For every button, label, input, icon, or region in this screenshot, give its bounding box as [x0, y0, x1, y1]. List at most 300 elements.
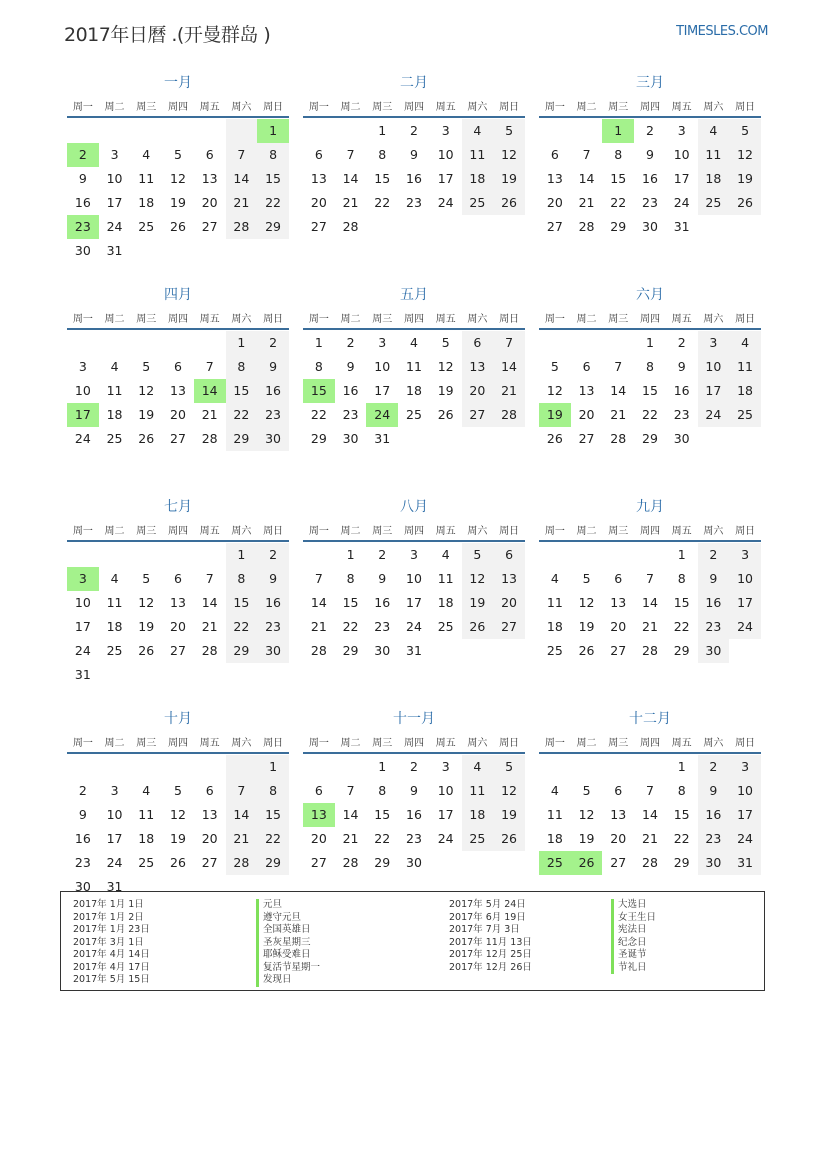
empty-cell: [303, 755, 335, 779]
legend-entry: 元旦: [256, 899, 320, 912]
day-cell: 12: [493, 143, 525, 167]
weekday-header: [67, 94, 289, 118]
day-cell: 1: [314, 335, 323, 350]
day-cell: 12: [437, 359, 454, 374]
day-cell: 21: [493, 379, 525, 403]
empty-cell: [67, 543, 99, 567]
day-cell: 2: [78, 783, 87, 798]
day-cell: 3: [110, 147, 119, 162]
month-block: [539, 284, 761, 484]
day-cell: 27: [170, 643, 186, 658]
day-cell: 7: [205, 571, 214, 586]
day-cell: 11: [138, 807, 155, 822]
day-cell: 31: [106, 879, 123, 894]
day-cell: 22: [673, 619, 690, 634]
day-cell: 5: [173, 783, 182, 798]
day-cell: 19: [462, 591, 494, 615]
legend-entry: 2017年 4月 17日: [73, 961, 150, 973]
day-cell: 3: [78, 359, 87, 374]
day-cell: 8: [314, 359, 323, 374]
day-cell: 30: [257, 427, 289, 451]
empty-cell: [194, 755, 226, 779]
day-cell: 28: [310, 643, 327, 658]
day-cell: 16: [698, 591, 730, 615]
day-cell: 25: [546, 643, 563, 658]
day-cell: 20: [201, 195, 218, 210]
month-block: [303, 496, 525, 696]
day-cell: 18: [546, 831, 563, 846]
day-cell: 18: [138, 831, 155, 846]
day-cell: 7: [226, 779, 258, 803]
weekday-header: [303, 94, 525, 118]
day-cell: 19: [729, 167, 761, 191]
month-block: [67, 496, 289, 696]
weekday-label: 周五: [199, 525, 220, 537]
empty-cell: [162, 663, 194, 687]
day-cell: 20: [610, 619, 627, 634]
empty-cell: [462, 427, 494, 451]
day-cell: 11: [106, 383, 123, 398]
weekday-label: 周六: [703, 101, 724, 113]
day-cell: 17: [729, 803, 761, 827]
day-cell: 3: [729, 755, 761, 779]
weekday-label: 周一: [308, 101, 329, 113]
day-cell: 8: [677, 571, 686, 586]
day-cell: 9: [645, 147, 654, 162]
month-name: 二月: [400, 75, 428, 91]
day-cell: 13: [201, 807, 218, 822]
day-cell: 16: [74, 831, 91, 846]
weekday-header: [539, 94, 761, 118]
day-cell: 17: [437, 171, 454, 186]
day-cell: 15: [374, 171, 391, 186]
day-cell: 13: [170, 383, 186, 398]
weekday-label: 周二: [576, 737, 597, 749]
day-cell: 8: [378, 783, 387, 798]
day-cell: 4: [550, 783, 559, 798]
day-cell: 1: [257, 119, 289, 143]
day-cell: 22: [226, 403, 258, 427]
day-cell: 5: [582, 571, 591, 586]
empty-cell: [194, 663, 226, 687]
empty-cell: [99, 331, 131, 355]
day-cell: 17: [106, 195, 123, 210]
weekday-label: 周三: [136, 101, 157, 113]
weekday-label: 周三: [372, 101, 393, 113]
empty-cell: [539, 119, 571, 143]
empty-cell: [602, 543, 634, 567]
day-cell: 30: [374, 643, 391, 658]
day-cell: 10: [437, 147, 454, 162]
day-cell: 17: [374, 383, 391, 398]
weekday-label: 周二: [576, 101, 597, 113]
weekday-label: 周二: [576, 313, 597, 325]
day-cell: 28: [226, 851, 258, 875]
legend-entry: 2017年 12月 25日: [449, 949, 532, 960]
legend-entry: 大选日: [611, 899, 656, 912]
day-cell: 24: [729, 615, 761, 639]
day-cell: 19: [539, 403, 571, 427]
empty-cell: [729, 215, 761, 239]
day-cell: 28: [642, 855, 658, 870]
day-cell: 7: [226, 143, 258, 167]
day-cell: 27: [546, 219, 563, 234]
day-cell: 25: [462, 191, 494, 215]
day-cell: 14: [642, 807, 658, 822]
day-cell: 21: [310, 619, 327, 634]
weekday-label: 周日: [499, 101, 520, 113]
weekday-label: 周三: [608, 101, 629, 113]
day-cell: 20: [201, 831, 218, 846]
legend-entry: 全国英雄日: [256, 924, 320, 937]
day-cell: 4: [142, 783, 151, 798]
empty-cell: [430, 215, 462, 239]
legend-entry: 节礼日: [611, 962, 656, 975]
month-block: [539, 496, 761, 696]
day-cell: 26: [138, 431, 155, 446]
day-cell: 14: [610, 383, 627, 398]
weekday-label: 周四: [167, 525, 188, 537]
day-cell: 13: [201, 171, 218, 186]
empty-cell: [335, 755, 367, 779]
day-cell: 14: [493, 355, 525, 379]
month-block: [303, 284, 525, 484]
empty-cell: [162, 331, 194, 355]
day-cell: 23: [698, 827, 730, 851]
page-title: 2017年日曆 .(开曼群岛 ): [64, 24, 271, 46]
day-cell: 16: [406, 171, 422, 186]
empty-cell: [67, 755, 99, 779]
day-cell: 10: [74, 595, 91, 610]
weekday-label: 周四: [639, 525, 660, 537]
day-cell: 27: [170, 431, 186, 446]
empty-cell: [226, 663, 258, 687]
day-cell: 15: [303, 379, 335, 403]
day-cell: 23: [698, 615, 730, 639]
empty-cell: [462, 639, 494, 663]
month-name: 十二月: [629, 711, 671, 727]
weekday-label: 周二: [104, 525, 125, 537]
day-cell: 24: [74, 643, 91, 658]
day-cell: 6: [582, 359, 591, 374]
day-cell: 15: [673, 807, 690, 822]
legend-names-left: [256, 899, 320, 987]
empty-cell: [99, 755, 131, 779]
day-cell: 17: [406, 595, 422, 610]
day-cell: 29: [226, 427, 258, 451]
day-cell: 16: [374, 595, 391, 610]
day-cell: 19: [170, 831, 186, 846]
day-cell: 13: [546, 171, 563, 186]
empty-cell: [634, 755, 666, 779]
day-cell: 26: [170, 219, 186, 234]
day-cell: 30: [74, 243, 91, 258]
day-cell: 6: [173, 571, 182, 586]
day-cell: 12: [170, 171, 186, 186]
day-cell: 2: [409, 123, 418, 138]
day-cell: 22: [673, 831, 690, 846]
weekday-label: 周一: [544, 737, 565, 749]
day-cell: 14: [578, 171, 595, 186]
day-cell: 20: [610, 831, 627, 846]
day-cell: 29: [673, 855, 690, 870]
weekday-label: 周二: [340, 525, 361, 537]
day-cell: 1: [378, 759, 387, 774]
weekday-label: 周一: [308, 737, 329, 749]
day-cell: 16: [74, 195, 91, 210]
day-cell: 5: [582, 783, 591, 798]
day-cell: 2: [645, 123, 654, 138]
day-cell: 8: [614, 147, 623, 162]
day-cell: 16: [642, 171, 658, 186]
weekday-label: 周一: [544, 525, 565, 537]
day-cell: 28: [201, 431, 218, 446]
weekday-label: 周五: [435, 101, 456, 113]
weekday-label: 周五: [671, 525, 692, 537]
empty-cell: [430, 639, 462, 663]
day-cell: 23: [374, 619, 391, 634]
weekday-label: 周四: [403, 737, 424, 749]
weekday-label: 周日: [735, 525, 756, 537]
day-cell: 16: [342, 383, 359, 398]
day-cell: 1: [257, 755, 289, 779]
month-name: 八月: [400, 499, 428, 515]
day-cell: 21: [226, 191, 258, 215]
legend-entry: 圣灰星期三: [256, 937, 320, 950]
day-cell: 7: [614, 359, 623, 374]
day-cell: 3: [441, 759, 450, 774]
day-cell: 17: [67, 403, 99, 427]
weekday-label: 周日: [735, 313, 756, 325]
day-cell: 14: [194, 379, 226, 403]
month-name: 十一月: [393, 711, 435, 727]
day-cell: 17: [106, 831, 123, 846]
month-block: [67, 708, 289, 908]
day-cell: 9: [378, 571, 387, 586]
day-cell: 28: [493, 403, 525, 427]
weekday-label: 周三: [372, 737, 393, 749]
day-cell: 14: [226, 167, 258, 191]
day-cell: 26: [493, 191, 525, 215]
day-cell: 28: [642, 643, 658, 658]
day-cell: 21: [642, 619, 658, 634]
day-cell: 2: [409, 759, 418, 774]
legend-entry: 2017年 5月 24日: [449, 899, 526, 910]
weekday-label: 周五: [671, 737, 692, 749]
empty-cell: [99, 119, 131, 143]
empty-cell: [130, 239, 162, 263]
day-cell: 29: [257, 851, 289, 875]
day-cell: 13: [170, 595, 186, 610]
day-cell: 6: [550, 147, 559, 162]
day-cell: 22: [374, 831, 391, 846]
day-cell: 3: [110, 783, 119, 798]
empty-cell: [571, 119, 603, 143]
day-cell: 10: [74, 383, 91, 398]
month-block: [303, 72, 525, 272]
day-cell: 11: [546, 595, 563, 610]
empty-cell: [571, 755, 603, 779]
day-cell: 19: [170, 195, 186, 210]
day-cell: 20: [546, 195, 563, 210]
day-grid: [539, 119, 761, 239]
empty-cell: [634, 543, 666, 567]
empty-cell: [162, 119, 194, 143]
day-cell: 25: [698, 191, 730, 215]
legend-entry: 2017年 11月 13日: [449, 936, 532, 948]
day-cell: 25: [462, 827, 494, 851]
weekday-label: 周日: [499, 525, 520, 537]
day-cell: 5: [493, 119, 525, 143]
day-cell: 3: [698, 331, 730, 355]
day-cell: 11: [437, 571, 454, 586]
empty-cell: [162, 239, 194, 263]
day-cell: 14: [342, 171, 359, 186]
weekday-label: 周三: [136, 737, 157, 749]
day-cell: 19: [578, 619, 595, 634]
weekday-header: [539, 306, 761, 330]
day-cell: 25: [138, 855, 155, 870]
day-grid: [539, 543, 761, 663]
empty-cell: [539, 331, 571, 355]
empty-cell: [99, 663, 131, 687]
day-cell: 14: [201, 595, 218, 610]
empty-cell: [257, 663, 289, 687]
weekday-label: 周五: [199, 313, 220, 325]
empty-cell: [698, 427, 730, 451]
month-name: 七月: [164, 499, 192, 515]
day-cell: 11: [698, 143, 730, 167]
day-cell: 14: [226, 803, 258, 827]
legend-entry: 圣诞节: [611, 949, 656, 962]
day-cell: 21: [201, 619, 218, 634]
weekday-header: [67, 306, 289, 330]
day-cell: 1: [226, 543, 258, 567]
day-cell: 31: [106, 243, 123, 258]
day-cell: 18: [106, 619, 123, 634]
day-cell: 14: [310, 595, 327, 610]
day-cell: 4: [110, 359, 119, 374]
weekday-label: 周五: [435, 737, 456, 749]
day-cell: 19: [138, 619, 155, 634]
day-cell: 1: [346, 547, 355, 562]
empty-cell: [162, 543, 194, 567]
weekday-label: 周四: [639, 313, 660, 325]
day-cell: 11: [406, 359, 422, 374]
month-name: 五月: [400, 287, 428, 303]
day-cell: 3: [67, 567, 99, 591]
day-cell: 15: [226, 591, 258, 615]
day-cell: 1: [677, 759, 686, 774]
empty-cell: [303, 543, 335, 567]
day-grid: [67, 755, 289, 899]
day-cell: 16: [673, 383, 690, 398]
day-cell: 27: [201, 219, 218, 234]
day-cell: 16: [257, 591, 289, 615]
weekday-label: 周四: [639, 101, 660, 113]
day-cell: 8: [677, 783, 686, 798]
weekday-header: [539, 730, 761, 754]
day-cell: 24: [74, 431, 91, 446]
weekday-label: 周日: [499, 737, 520, 749]
day-cell: 2: [378, 547, 387, 562]
day-cell: 26: [729, 191, 761, 215]
weekday-label: 周一: [72, 737, 93, 749]
day-cell: 6: [173, 359, 182, 374]
day-cell: 25: [729, 403, 761, 427]
day-cell: 3: [378, 335, 387, 350]
day-cell: 3: [729, 543, 761, 567]
empty-cell: [194, 331, 226, 355]
day-cell: 4: [441, 547, 450, 562]
day-cell: 23: [406, 195, 422, 210]
day-cell: 8: [645, 359, 654, 374]
day-cell: 5: [550, 359, 559, 374]
day-cell: 26: [546, 431, 563, 446]
day-cell: 3: [441, 123, 450, 138]
site-link[interactable]: TIMESLES.COM: [676, 24, 768, 39]
day-cell: 8: [378, 147, 387, 162]
day-cell: 6: [614, 571, 623, 586]
day-cell: 28: [201, 643, 218, 658]
empty-cell: [493, 851, 525, 875]
day-cell: 12: [138, 595, 155, 610]
day-cell: 27: [578, 431, 595, 446]
day-cell: 8: [257, 143, 289, 167]
day-cell: 20: [170, 407, 186, 422]
weekday-label: 周六: [467, 737, 488, 749]
weekday-label: 周五: [199, 737, 220, 749]
empty-cell: [602, 331, 634, 355]
empty-cell: [130, 755, 162, 779]
day-grid: [303, 331, 525, 451]
day-cell: 26: [571, 851, 603, 875]
month-block: [303, 708, 525, 908]
day-cell: 13: [303, 803, 335, 827]
day-cell: 24: [437, 195, 454, 210]
day-cell: 10: [698, 355, 730, 379]
weekday-label: 周三: [372, 313, 393, 325]
weekday-label: 周六: [231, 313, 252, 325]
weekday-label: 周一: [308, 525, 329, 537]
weekday-label: 周六: [231, 525, 252, 537]
day-cell: 24: [106, 855, 123, 870]
day-cell: 17: [729, 591, 761, 615]
day-cell: 31: [729, 851, 761, 875]
day-cell: 14: [342, 807, 359, 822]
day-cell: 29: [257, 215, 289, 239]
month-name: 六月: [636, 287, 664, 303]
day-cell: 19: [138, 407, 155, 422]
month-block: [67, 284, 289, 484]
empty-cell: [226, 119, 258, 143]
month-name: 九月: [636, 499, 664, 515]
legend-entry: 2017年 1月 1日: [73, 899, 144, 910]
day-cell: 18: [437, 595, 454, 610]
day-cell: 11: [138, 171, 155, 186]
empty-cell: [194, 543, 226, 567]
day-cell: 16: [698, 803, 730, 827]
day-cell: 9: [409, 147, 418, 162]
day-cell: 22: [374, 195, 391, 210]
legend-entry: 2017年 1月 2日: [73, 911, 144, 923]
weekday-label: 周日: [263, 525, 284, 537]
weekday-label: 周二: [340, 101, 361, 113]
day-cell: 1: [645, 335, 654, 350]
day-cell: 31: [374, 431, 391, 446]
day-cell: 7: [346, 783, 355, 798]
day-cell: 20: [578, 407, 595, 422]
